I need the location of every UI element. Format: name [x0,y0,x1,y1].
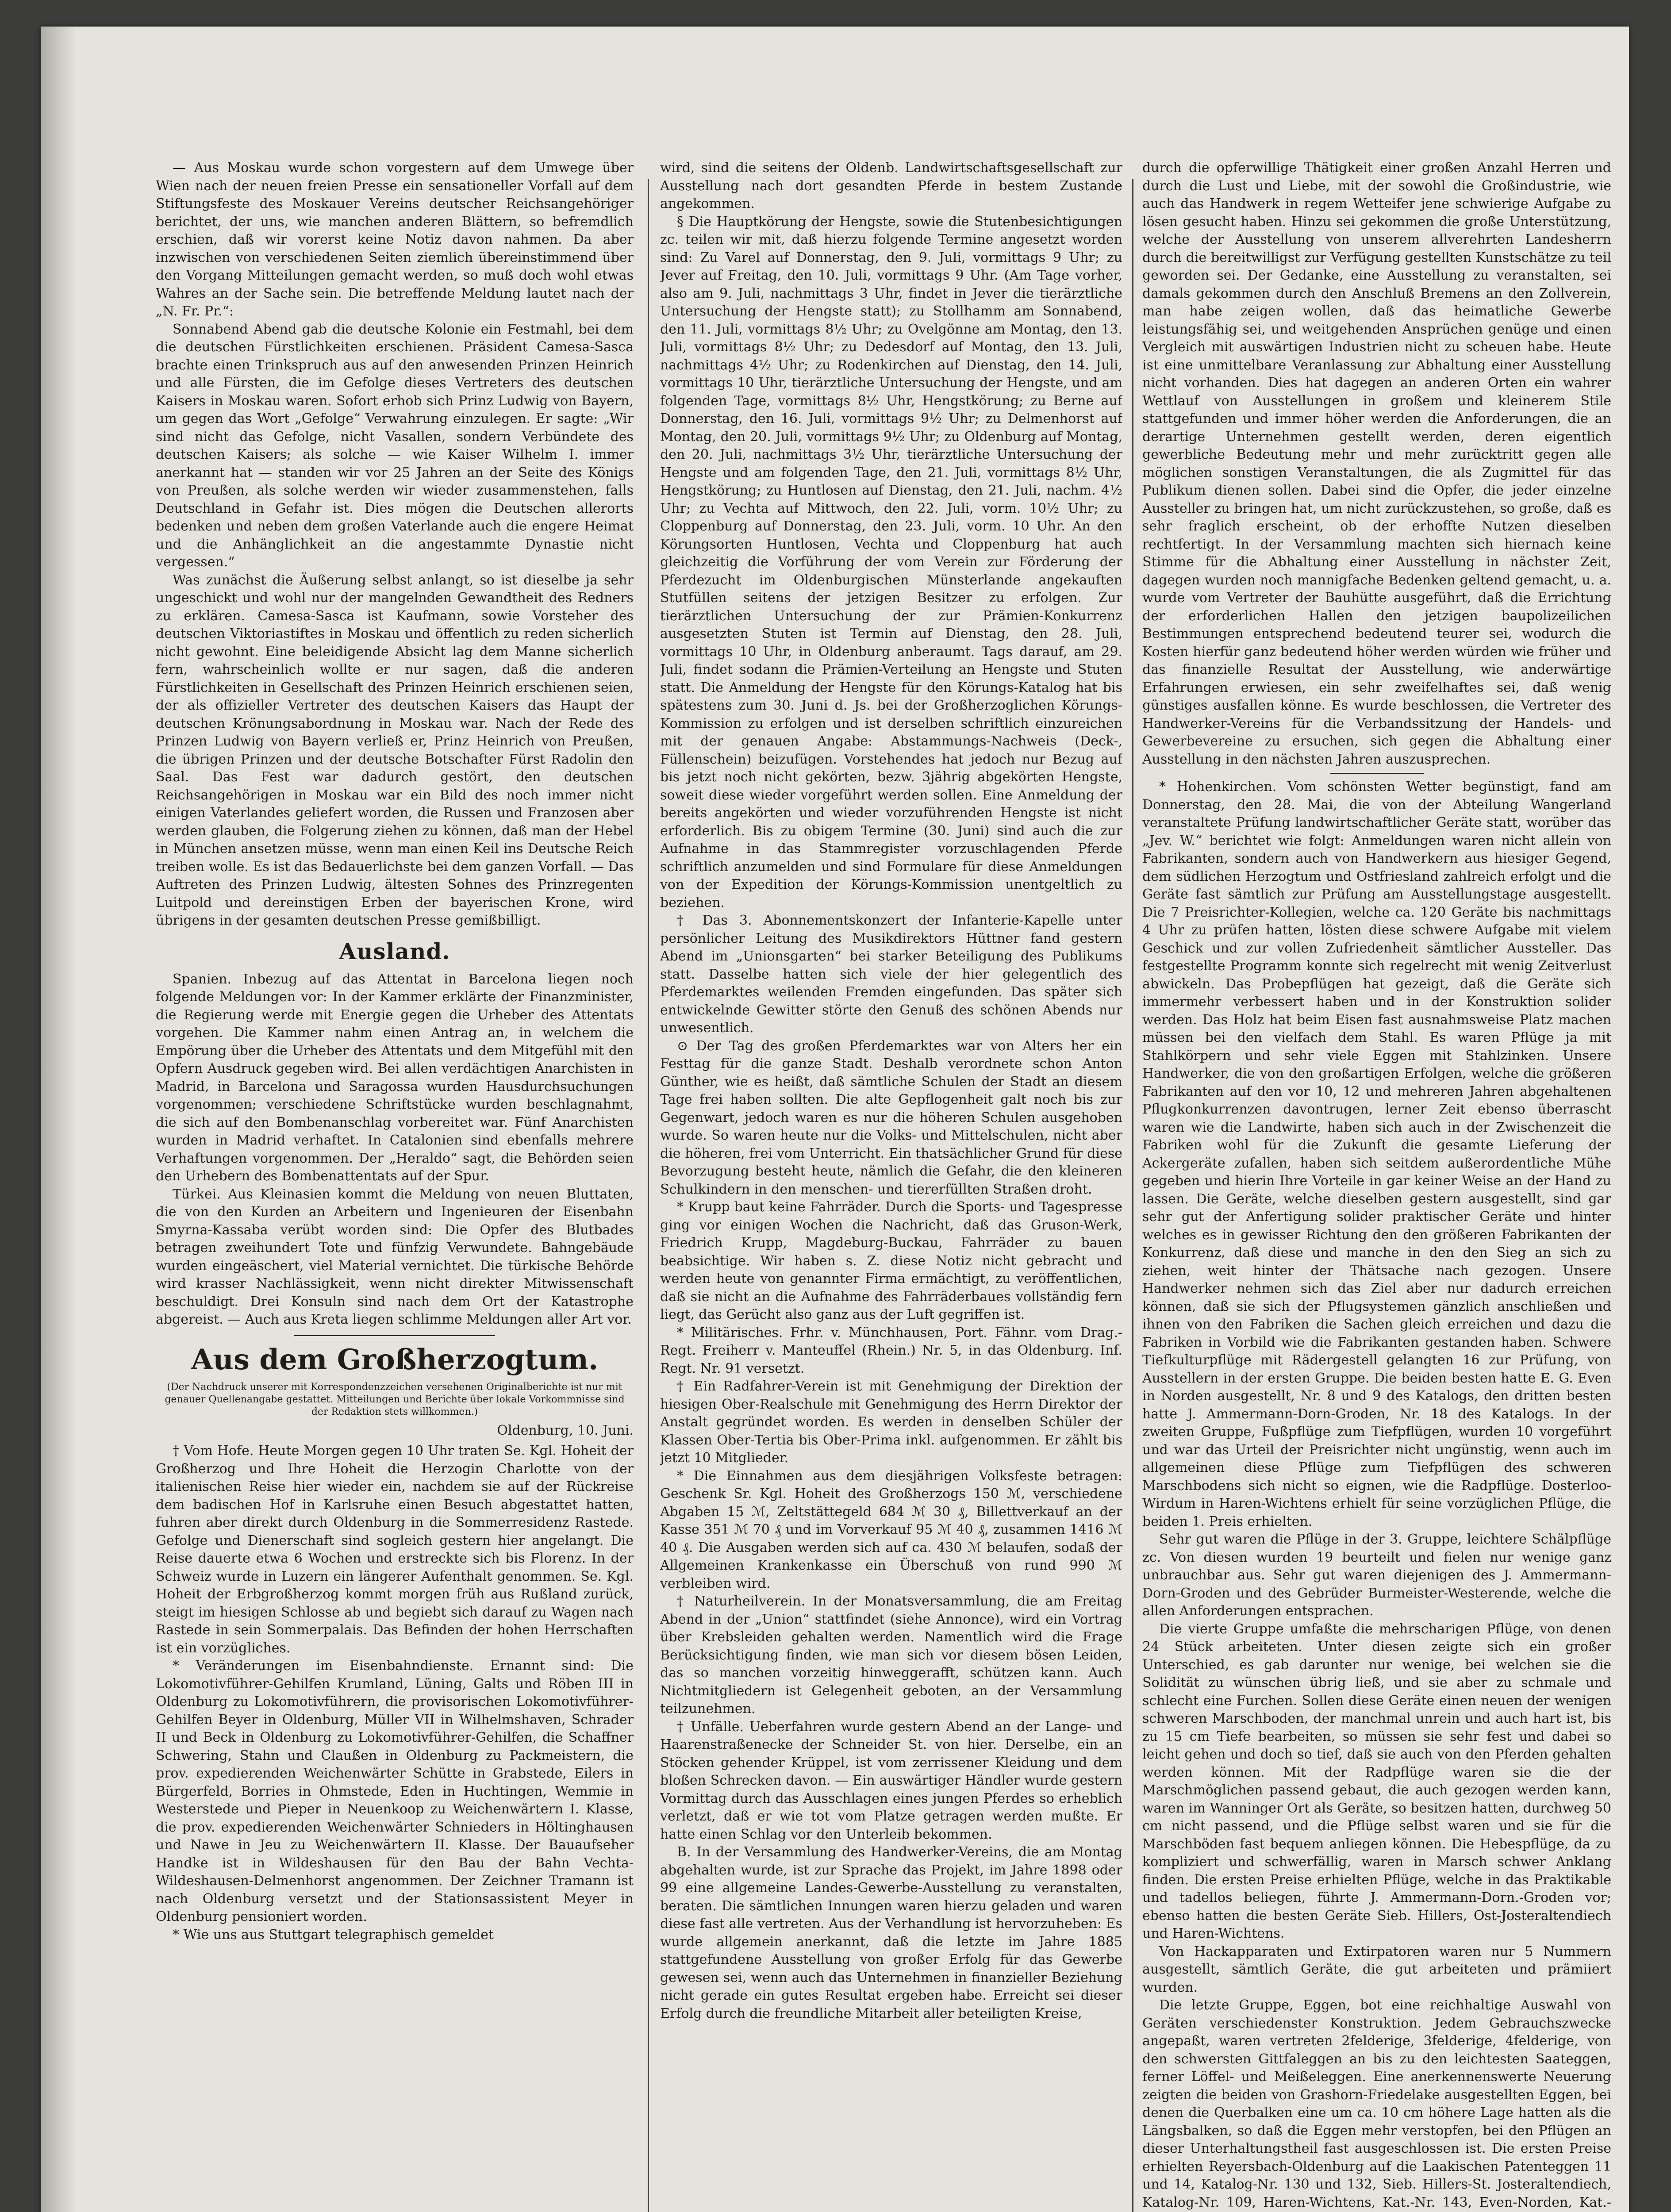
article-tuerkei: Türkei. Aus Kleinasien kommt die Meldung von neuen Bluttaten, die von den Kurden an Arbeitern und Ingenieuren der Eisenbahn Smyrna-Kassaba verübt worden sind: Die Opfer des Blutbades betragen zweihundert Tote und fünfzig Verwundete. Bahngebäude wurden eingeäschert, viel Material vernichtet. Die türkische Behörde wird krasser Nachlässigkeit, wenn nicht direkter Mitwissenschaft beschuldigt. Drei Konsuln sind nach dem Ort der Katastrophe abgereist. — Auch aus Kreta liegen schlimme Meldungen aller Art vor. [156,1186,634,1327]
article-handwerker-verein: B. In der Versammlung des Handwerker-Vereins, die am Montag abgehalten wurde, ist zur Sprache das Projekt, im Jahre 1898 oder 99 eine allgemeine Landes-Gewerbe-Ausstellung zu veranstalten, beraten. Die sämtlichen Innungen waren hierzu geladen und waren diese fast alle vertreten. Aus der Verhandlung ist hervorzuheben: Es wurde allgemein anerkannt, daß die letzte im Jahre 1885 stattgefundene Ausstellung von großer Erfolg für das Gewerbe gewesen sei, wenn auch das Unternehmen in finanzieller Beziehung nicht gerade ein gutes Resultat ergeben habe. Erreicht sei dieser Erfolg durch die freundliche Mitarbeit aller beteiligten Kreise, [660,1844,1122,2021]
article-vom-hofe: † Vom Hofe. Heute Morgen gegen 10 Uhr traten Se. Kgl. Hoheit der Großherzog und Ihre Hoheit die Herzogin Charlotte von der italienischen Reise hier wieder ein, nachdem sie auf der Rückreise dem badischen Hof in Karlsruhe einen Besuch abgestattet hatten, fuhren aber direkt durch Oldenburg in die Sommerresidenz Rastede. Gefolge und Dienerschaft sind sogleich gestern hier angelangt. Die Reise dauerte etwa 6 Wochen und erstreckte sich bis Florenz. In der Schweiz wurde in Luzern ein längerer Aufenthalt genommen. Se. Kgl. Hoheit der Erbgroßherzog kommt morgen früh aus Rußland zurück, steigt im hiesigen Schlosse ab und begiebt sich darauf zu Wagen nach Rastede in sein Sommerpalais. Das Befinden der hohen Herrschaften ist ein vorzügliches. [156,1443,634,1656]
article-unfaelle: † Unfälle. Ueberfahren wurde gestern Abend an der Lange- und Haarenstraßenecke der Schneider St. von hier. Derselbe, ein an Stöcken gehender Krüppel, ist vom zerrissener Kleidung und dem bloßen Schrecken davon. — Ein auswärtiger Händler wurde gestern Vormittag durch das Ausschlagen eines jungen Pferdes so erheblich verletzt, daß er wie tot vom Platze getragen werden mußte. Er hatte einen Schlag vor den Unterleib bekommen. [660,1719,1122,1842]
column-3 [1142,159,1611,2212]
article-gruppe-4: Die vierte Gruppe umfaßte die mehrscharigen Pflüge, von denen 24 Stück arbeiteten. Unter diesen zeigte sich ein großer Unterschied, es gab darunter nur wenige, bei welchen sie die Solidität zu wünschen übrig ließ, und sie aber zu schmale und schlecht eine Furchen. Sollen diese Geräte einen neuen der wenigen schweren Marschboden, der manchmal unrein und auch hart ist, bis zu 15 cm Tiefe bearbeiten, so müssen sie sehr fest und dabei so leicht gehen und doch so tief, daß sie auch von den Pferden gehalten werden können. Mit der Radpflüge waren sie die der Marschmöglichen passend gebaut, die auch gezogen werden kann, waren im Wanninger Ort als Geräte, so besitzen hatten, durchweg 50 cm nicht passend, und die Pflüge selbst waren und sie für die Marschböden fast bequem anliegen können. Die Hebespflüge, da zu kompliziert und schwerfällig, waren in Marsch schwer Anklang finden. Die ersten Preise erhielten Pflüge, welche in das Praktikable und tadellos beliegen, führte J. Ammermann-Dorn.-Groden vor; ebenso hatten die besten Geräte Sieb. Hillers, Ost-Josteraltendiech und Haren-Wichtens. [1142,1621,1611,1941]
dateline: Oldenburg, 10. Juni. [497,1422,634,1438]
column-rule [648,179,649,2212]
article-hackapparate: Von Hackapparaten und Extirpatoren waren nur 5 Nummern ausgestellt, sämtlich Geräte, die gut arbeiteten und prämiiert wurden. [1142,1943,1611,1995]
article-pferdemarkt: ⊙ Der Tag des großen Pferdemarktes war von Alters her ein Festtag für die ganze Stadt. Deshalb verordnete schon Anton Günther, wie es heißt, daß sämtliche Schulen der Stadt an diesem Tage frei haben sollten. Die alte Gepflogenheit galt noch bis zur Gegenwart, jedoch waren es nur die höheren Schulen ausgehoben wurde. So waren heute nur die Volks- und Mittelschulen, nicht aber die höheren, frei vom Unterricht. Ein thatsächlicher Grund für diese Bevorzugung besteht heute, nämlich die Gefahr, die den kleineren Schulkindern in den menschen- und tiererfüllten Straßen droht. [660,1038,1122,1197]
column-rule [1132,179,1133,2212]
article-krupp: * Krupp baut keine Fahrräder. Durch die Sports- und Tagespresse ging vor einigen Wochen die Nachricht, daß das Gruson-Werk, Friedrich Krupp, Magdeburg-Buckau, Fahrräder zu bauen beabsichtige. Wir haben s. Z. diese Notiz nicht gebracht und werden heute von genannter Firma ermächtigt, zu veröffentlichen, daß sie nicht an die Aufnahme des Fahrräderbaues vollständig fern liegt, das Gerücht also ganz aus der Luft gegriffen ist. [660,1199,1122,1322]
article-naturheilverein: † Naturheilverein. In der Monatsversammlung, die am Freitag Abend in der „Union“ stattfindet (siehe Annonce), wird ein Vortrag über Krebsleiden gehalten werden. Namentlich wird die Frage Berücksichtigung finden, wie man sich vor diesem bösen Leiden, das so manchen vorzeitig hinweggerafft, schützen kann. Auch Nichtmitgliedern ist Gelegenheit geboten, an der Versammlung teilzunehmen. [660,1594,1122,1717]
article-spanien: Spanien. Inbezug auf das Attentat in Barcelona liegen noch folgende Meldungen vor: In der Kammer erklärte der Finanzminister, die Regierung werde mit Energie gegen die Urheber des Attentats vorgehen. Die Kammer nahm einen Antrag an, in welchem die Empörung über die Urheber des Attentats und dem Mitgefühl mit den Opfern Ausdruck gegeben wird. Bei allen verdächtigen Anarchisten in Madrid, in Barcelona und Saragossa wurden Hausdurchsuchungen vorgenommen; verschiedene Schriftstücke wurden beschlagnahmt, die sich auf den Bombenanschlag vorbereitet war. Fünf Anarchisten wurden in Madrid verhaftet. In Catalonien sind ebenfalls mehrere Verhaftungen vorgenommen. Der „Heraldo“ sagt, die Behörden seien den Urhebern des Bombenattentats auf der Spur. [156,971,634,1184]
reprint-notice: (Der Nachdruck unserer mit Korrespondenzzeichen versehenen Originalberichte ist nur mit genauer Quellenangabe gestattet. Mitteilungen und Berichte über lokale Vorkommnisse sind der Redaktion stets willkommen.) [165,1381,625,1417]
article-moskau-comment: Was zunächst die Äußerung selbst anlangt, so ist dieselbe ja sehr ungeschickt und wohl nur der mangelnden Gewandtheit des Redners zu erklären. Camesa-Sasca ist Kaufmann, sowie Vorsteher des deutschen Viktoriastiftes in Moskau und öffentlich zu reden sicherlich nicht gewohnt. Eine beleidigende Absicht lag dem Manne sicherlich fern, wahrscheinlich wollte er nur sagen, daß die anderen Fürstlichkeiten in Gesellschaft des Prinzen Heinrich erschienen seien, der als offizieller Vertreter des deutschen Kaisers das Haupt der deutschen Krönungsabordnung in Moskau war. Nach der Rede des Prinzen Ludwig von Bayern verließ er, Prinz Heinrich von Preußen, die übrigen Prinzen und der deutsche Botschafter Fürst Radolin den Saal. Das Fest war dadurch gestört, den deutschen Reichsangehörigen in Moskau war ein Bild des noch immer nicht einigen Vaterlandes geliefert worden, die Russen und Franzosen aber werden glauben, die Folgerung ziehen zu können, daß man der Hebel in München ansetzen müsse, wenn man einen Keil ins Deutsche Reich treiben wolle. Es ist das Bedauerlichste bei dem ganzen Vorfall. — Das Auftreten des Prinzen Ludwig, ältesten Sohnes des Prinzregenten Luitpold und dereinstigen Erben der bayerischen Krone, wird übrigens in der gesamten deutschen Presse gemißbilligt. [156,572,634,928]
article-stuttgart: * Wie uns aus Stuttgart telegraphisch gemeldet [173,1927,494,1943]
article-moskau-intro: — Aus Moskau wurde schon vorgestern auf dem Umwege über Wien nach der neuen freien Presse ein sensationeller Vorfall auf dem Stiftungsfeste des Moskauer Vereins deutscher Reichsangehöriger berichtet, der uns, wie manchen anderen Blättern, so befremdlich erschien, daß wir vorerst keine Notiz davon nahmen. Da aber inzwischen von verschiedenen Seiten ziemlich übereinstimmend über den Vorgang Mitteilungen gemacht werden, so muß doch wohl etwas Wahres an der Sache sein. Die betreffende Meldung lautet nach der „N. Fr. Pr.“: [156,160,634,319]
newspaper-page [41,27,1629,2212]
article-gruppe-3: Sehr gut waren die Pflüge in der 3. Gruppe, leichtere Schälpflüge zc. Von diesen wurden 19 beurteilt und fielen nur wenige ganz unbrauchbar aus. Sehr gut waren diejenigen des J. Ammermann-Dorn-Groden und des Gebrüder Burmeister-Westerende, welche die allen Anforderungen entsprachen. [1142,1532,1611,1619]
binding-shadow [41,27,76,2212]
article-stuttgart-cont: wird, sind die seitens der Oldenb. Landwirtschaftsgesellschaft zur Ausstellung nach dort gesandten Pferde in bestem Zustande angekommen. [660,160,1122,211]
article-hohenkirchen: * Hohenkirchen. Vom schönsten Wetter begünstigt, fand am Donnerstag, den 28. Mai, die von der Abteilung Wangerland veranstaltete Prüfung landwirtschaftlicher Geräte statt, worüber das „Jev. W.“ berichtet wie folgt: Anmeldungen waren nicht allein von Fabrikanten, sondern auch von Handwerkern aus hiesiger Gegend, dem südlichen Herzogtum und Ostfriesland zahlreich erfolgt und die Geräte fast sämtlich zur Prüfung am Ausstellungstage ausgestellt. Die 7 Preisrichter-Kollegien, welche ca. 120 Geräte bis nachmittags 4 Uhr zu prüfen hatten, lösten diese schwere Aufgabe mit vielem Geschick und zur vollen Zufriedenheit sämtlicher Aussteller. Das festgestellte Programm konnte sich regelrecht mit wenig Zeitverlust abwickeln. Das Probepflügen hat gezeigt, daß die Geräte sich immermehr verbessert haben und in der Konstruktion solider werden. Das Holz hat beim Eisen fast ausnahmsweise Platz machen müssen bei den vielfach dem Stahl. Es waren Pflüge ja mit Stahlkörpern und sehr viele Eggen mit Stahlzinken. Unsere Handwerker, die von den großartigen Erfolgen, welche die größeren Fabrikanten auf den vor 10, 12 und mehreren Jahren abgehaltenen Pflugkonkurrenzen davontrugen, lerner Zeit ebenso überrascht waren wie die Landwirte, haben sich auch in der Zwischenzeit die Fabriken wohl für die Zukunft die gesamte Lieferung der Ackergeräte zufallen, haben sich seitdem außerordentliche Mühe gegeben und hierin Ihre Vorteile in gar keiner Weise an der Hand zu lassen. Die Geräte, welche dieselben gestern ausgestellt, sind gar sehr gut der Anfertigung solider praktischer Geräte und hinter welches es in gewisser Richtung den den größeren Fabrikanten der Konkurrenz, daß diese und manche in den den Sieg an sich zu ziehen, weit hinter der Thätsache nach gezogen. Unsere Handwerker nehmen sich das Ziel aber nur dadurch erreichen können, daß sie sich der Pflugsystemen gänzlich anschließen und ihnen von den Fabriken die Sachen gleich erreichen und dazu die Fabriken in Vorbild wie die Fabrikanten gestanden haben. Schwere Tiefkulturpflüge mit Rädergestell gelangten 16 zur Prüfung, von Ausstellern in der ersten Gruppe. Die beiden besten hatte E. G. Even in Norden ausgestellt, Nr. 8 und 9 des Katalogs, den dritten besten hatte J. Ammermann-Dorn-Groden, Nr. 18 des Katalogs. In der zweiten Gruppe, Fußpflüge zum Tiefpflügen, wurden 10 vorgeführt und war das Urteil der Preisrichter nicht ungünstig, wenn auch im allgemeinen diese Pflüge zum Tiefpflügen des schweren Marschbodens sich nicht so eignen, wie die Radpflüge. Dosterloo-Wirdum in Haren-Wichtens erhielt für seine vorzüglichen Pflüge, die beiden 1. Preis erhielten. [1142,779,1611,1529]
article-moskau-quote: Sonnabend Abend gab die deutsche Kolonie ein Festmahl, bei dem die deutschen Fürstlichkeiten erschienen. Präsident Camesa-Sasca brachte einen Trinkspruch aus auf den anwesenden Prinzen Heinrich und alle Fürsten, die im Gefolge dieses Vertreters des deutschen Kaisers in Moskau waren. Sofort erhob sich Prinz Ludwig von Bayern, um gegen das Wort „Gefolge“ Verwahrung einzulegen. Er sagte: „Wir sind nicht das Gefolge, nicht Vasallen, sondern Verbündete des deutschen Kaisers; als solche — wie Kaiser Wilhelm I. immer anerkannt hat — standen wir vor 25 Jahren an der Seite des Königs von Preußen, als solche werden wir wieder zusammenstehen, falls Deutschland in Gefahr ist. Dies mögen die Deutschen allerorts bedenken und neben dem großen Vaterlande auch die engere Heimat und die Anhänglichkeit an die angestammte Dynastie nicht vergessen.“ [156,321,634,570]
article-hengstkoerung: § Die Hauptkörung der Hengste, sowie die Stutenbesichtigungen zc. teilen wir mit, daß hierzu folgende Termine angesetzt worden sind: Zu Varel auf Donnerstag, den 9. Juli, vormittags 9 Uhr; zu Jever auf Freitag, den 10. Juli, vormittags 9 Uhr. (Am Tage vorher, also am 9. Juli, nachmittags 3 Uhr, findet in Jever die tierärztliche Untersuchung der Hengste statt); zu Stollhamm am Sonnabend, den 11. Juli, vormittags 8½ Uhr; zu Ovelgönne am Montag, den 13. Juli, vormittags 8½ Uhr; zu Dedesdorf auf Montag, den 13. Juli, nachmittags 4½ Uhr; zu Rodenkirchen auf Dienstag, den 14. Juli, vormittags 10 Uhr, tierärztliche Untersuchung der Hengste, und am folgenden Tage, vormittags 8½ Uhr, Hengstkörung; zu Berne auf Donnerstag, den 16. Juli, vormittags 9½ Uhr; zu Delmenhorst auf Montag, den 20. Juli, vormittags 9½ Uhr; zu Oldenburg auf Montag, den 20. Juli, nachmittags 3½ Uhr, tierärztliche Untersuchung der Hengste und am folgenden Tage, den 21. Juli, vormittags 8½ Uhr, Hengstkörung; zu Huntlosen auf Dienstag, den 21. Juli, nachm. 4½ Uhr; zu Vechta auf Mittwoch, den 22. Juli, vorm. 10½ Uhr; zu Cloppenburg auf Donnerstag, den 23. Juli, vorm. 10 Uhr. An den Körungsorten Huntlosen, Vechta und Cloppenburg hat auch gleichzeitig die Vorführung der vom Verein zur Förderung der Pferdezucht im Oldenburgischen Münsterlande angekauften Stutfüllen seitens der jetzigen Besitzer zu erfolgen. Zur tierärztlichen Untersuchung der zur Prämien-Konkurrenz ausgesetzten Stuten ist Termin auf Dienstag, den 28. Juli, vormittags 10 Uhr, in Oldenburg anberaumt. Tags darauf, am 29. Juli, findet sodann die Prämien-Verteilung an Hengste und Stuten statt. Die Anmeldung der Hengste für den Körungs-Katalog hat bis spätestens zum 30. Juni d. Js. bei der Großherzoglichen Körungs-Kommission zu erfolgen und ist derselben schriftlich einzureichen mit der genauen Angabe: Abstammungs-Nachweis (Deck-, Füllenschein) beizufügen. Vorstehendes hat jedoch nur Bezug auf bis jetzt noch nicht gekörten, bezw. 3jährig abgekörten Hengste, soweit diese wieder vorgeführt werden sollen. Eine Anmeldung der bereits angekörten und wieder vorzuführenden Hengste ist nicht erforderlich. Bis zu obigem Termine (30. Juni) sind auch die zur Aufnahme in das Stammregister vorzuschlagenden Pferde schriftlich anzumelden und sind Formulare für diese Anmeldungen von der Expedition der Körungs-Kommission unentgeltlich zu beziehen. [660,214,1122,910]
article-divider [1330,773,1424,774]
section-title-grossherzogtum: Aus dem Großherzogtum. [191,1343,599,1376]
article-handwerker-cont: durch die opferwillige Thätigkeit einer großen Anzahl Herren und durch die Lust und Liebe, mit der sowohl die Großindustrie, wie auch das Handwerk in regem Wetteifer jene schwierige Aufgabe zu lösen gesucht haben. Hinzu sei gekommen die große Unterstützung, welche der Ausstellung von unserem allverehrten Landesherrn durch die bereitwilligst zur Verfügung gestellten Kunstschätze zu teil geworden sei. Der Gedanke, eine Ausstellung zu veranstalten, sei damals gekommen durch den Anschluß Bremens an den Zollverein, man habe zeigen wollen, daß das heimatliche Gewerbe leistungsfähig sei, und weitgehenden Ansprüchen genüge und einen Vergleich mit auswärtigen Industrien nicht zu scheuen habe. Heute ist eine unmittelbare Veranlassung zur Abhaltung einer Ausstellung nicht vorhanden. Dies hat dagegen an anderen Orten ein wahrer Wettlauf von Ausstellungen in großem und kleinerem Stile stattgefunden und immer höher werden die Anforderungen, die an derartige Unternehmen gestellt werden, deren eigentlich gewerbliche Bedeutung mehr und mehr zurücktritt gegen alle möglichen sonstigen Veranstaltungen, die als Zugmittel für das Publikum dienen sollen. Dabei sind die Opfer, die jeder einzelne Aussteller zu bringen hat, um nicht zurückzustehen, so große, daß es sehr fraglich erscheint, ob der erhoffte Nutzen dieselben rechtfertigt. In der Versammlung machten sich hiernach keine Stimme für die Abhaltung einer Ausstellung in nächster Zeit, dagegen wurden noch mannigfache Bedenken geltend gemacht, u. a. wurde vom Vertreter der Bauhütte ausgeführt, daß die Errichtung der erforderlichen Hallen den jetzigen baupolizeilichen Bestimmungen entsprechend bedeutend teurer sei, wodurch die Kosten hierfür ganz bedeutend höher werden würden wie früher und das finanzielle Resultat der Ausstellung, wie anderwärtige Erfahrungen erwiesen, ein sehr zweifelhaftes sei, daß wenig günstiges ausfallen könne. Es wurde beschlossen, die Vertreter des Handwerker-Vereins für die Verbandssitzung der Handels- und Gewerbevereine zu ersuchen, sich gegen die Abhaltung einer Ausstellung in den nächsten Jahren auszusprechen. [1142,160,1611,767]
article-radfahrer-verein: † Ein Radfahrer-Verein ist mit Genehmigung der Direktion der hiesigen Ober-Realschule mit Genehmigung des Herrn Direktor der Anstalt gegründet worden. Es werden in denselben Schüler der Klassen Ober-Tertia bis Ober-Prima inkl. aufgenommen. Er zählt bis jetzt 10 Mitglieder. [660,1379,1122,1466]
section-title-ausland: Ausland. [339,938,450,964]
section-divider [294,1335,495,1336]
article-eggen: Die letzte Gruppe, Eggen, bot eine reichhaltige Auswahl von Geräten verschiedenster Konstruktion. Jedem Gebrauchszwecke angepaßt, waren vertreten 2felderige, 3felderige, 4felderige, von den schwersten Gittfaleggen an bis zu den leichtesten Saateggen, ferner Löffel- und Meißeleggen. Eine anerkennenswerte Neuerung zeigten die beiden von Grashorn-Friedelake ausgestellten Eggen, bei denen die Querbalken eine um ca. 10 cm höhere Lage hatten als die Längsbalken, so daß die Eggen mehr verstopfen, bei den Pflügen an dieser Unterhaltungstheil fast ausgeschlossen ist. Die ersten Preise erhielten Reyersbach-Oldenburg auf die Laakischen Patenteggen 11 und 14, Katalog-Nr. 130 und 132, Sieb. Hillers-St. Josteraltendiech, Katalog-Nr. 109, Haren-Wichtens, Kat.-Nr. 143, Even-Norden, Kat.- [1142,1997,1611,2210]
article-eisenbahndienst: * Veränderungen im Eisenbahndienste. Ernannt sind: Die Lokomotivführer-Gehilfen Krumland, Lüning, Galts und Röben III in Oldenburg zu Lokomotivführern, die provisorischen Lokomotivführer-Gehilfen Beyer in Oldenburg, Müller VII in Wilhelmshaven, Schrader II und Beck in Oldenburg zu Lokomotivführer-Gehilfen, die Schaffner Schwering, Stahn und Claußen in Oldenburg zu Packmeistern, die prov. expedierenden Weichenwärter Schütte in Grabstede, Eilers in Bürgerfeld, Borries in Ohmstede, Eden in Huchtingen, Wemmie in Westerstede und Pieper in Neuenkoop zu Weichenwärtern I. Klasse, die prov. expedierenden Weichenwärter Schnieders in Höltinghausen und Nawe in Jeu zu Weichenwärtern II. Klasse. Der Bauaufseher Handke ist in Wildeshausen für den Bau der Bahn Vechta-Wildeshausen-Delmenhorst angenommen. Der Zeichner Tramann ist nach Oldenburg versetzt und der Stationsassistent Meyer in Oldenburg pensioniert worden. [156,1658,634,1924]
article-militaerisches: * Militärisches. Frhr. v. Münchhausen, Port. Fähnr. vom Drag.-Regt. Freiherr v. Manteuffel (Rhein.) Nr. 5, in das Oldenburg. Inf. Regt. Nr. 91 versetzt. [660,1325,1122,1376]
article-volksfest-einnahmen: * Die Einnahmen aus dem diesjährigen Volksfeste betragen: Geschenk Sr. Kgl. Hoheit des Großherzogs 150 ℳ, verschiedene Abgaben 15 ℳ, Zeltstättegeld 684 ℳ 30 ₰, Billettverkauf an der Kasse 351 ℳ 70 ₰ und im Vorverkauf 95 ℳ 40 ₰, zusammen 1416 ℳ 40 ₰. Die Ausgaben werden sich auf ca. 430 ℳ belaufen, sodaß der Allgemeinen Krankenkasse ein Überschuß von rund 990 ℳ verbleiben wird. [660,1468,1122,1591]
article-abonnementskonzert: † Das 3. Abonnementskonzert der Infanterie-Kapelle unter persönlicher Leitung des Musikdirektors Hüttner fand gestern Abend im „Unionsgarten“ bei starker Beteiligung des Publikums statt. Dasselbe hatten sich viele der hier gelegentlich des Pferdemarktes weilenden Fremden eingefunden. Das später sich entwickelnde Gewitter störte den Genuß des schönen Abends nur unwesentlich. [660,913,1122,1036]
column-2 [660,159,1122,2212]
column-1 [156,159,634,2212]
